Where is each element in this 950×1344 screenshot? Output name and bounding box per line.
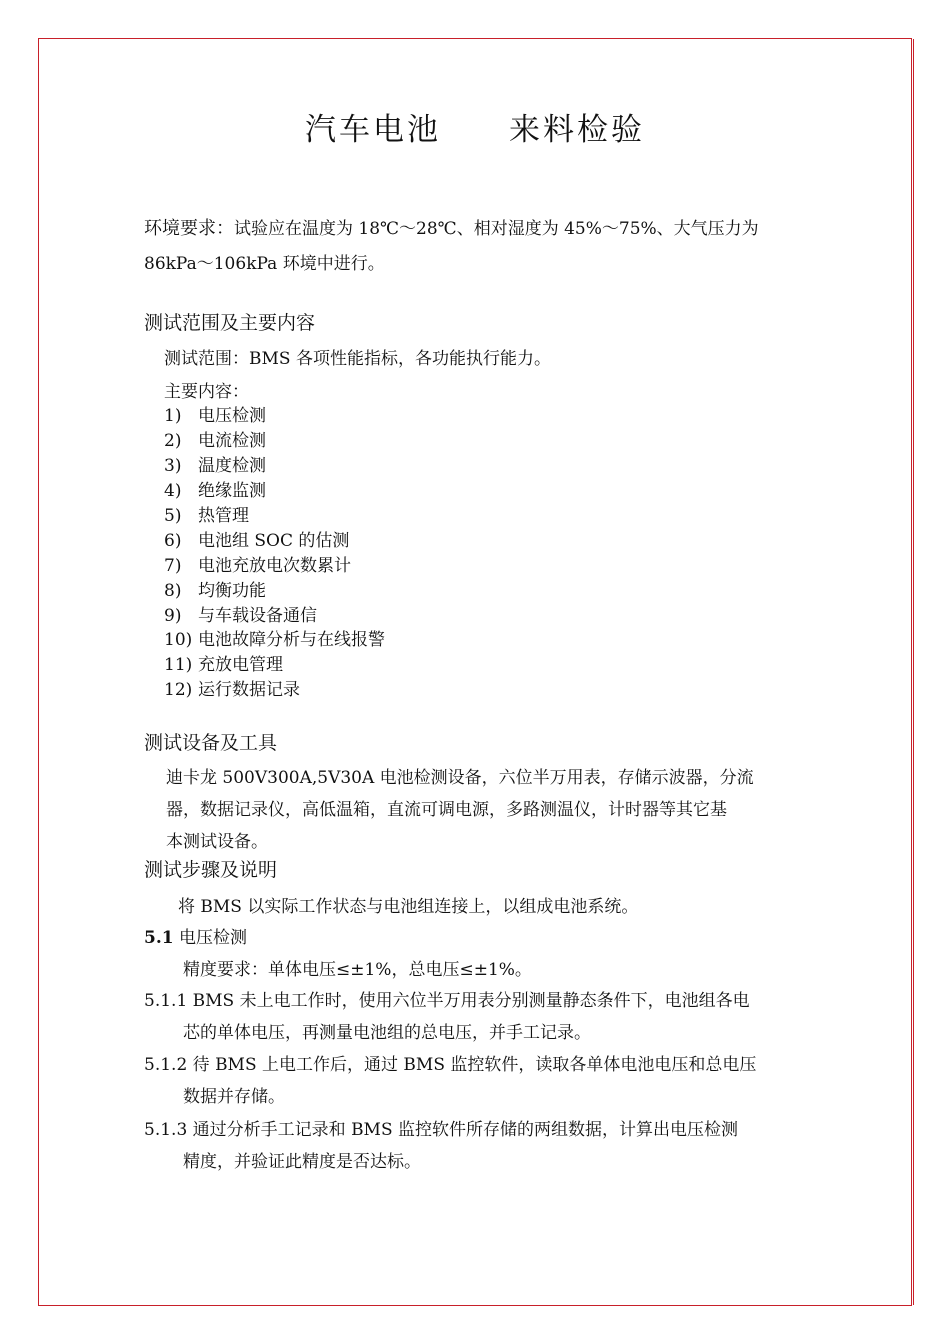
- step-5-1-1-line1: 5.1.1 BMS 未上电工作时，使用六位半万用表分别测量静态条件下，电池组各电: [144, 991, 750, 1011]
- list-item: 10) 电池故障分析与在线报警: [164, 630, 385, 650]
- env-heading: 环境要求：: [144, 218, 234, 239]
- env-text-2: 86kPa～106kPa 环境中进行。: [144, 254, 385, 274]
- equipment-text-1: 迪卡龙 500V300A,5V30A 电池检测设备，六位半万用表，存储示波器，分流: [166, 768, 754, 788]
- equipment-text-3: 本测试设备。: [166, 832, 268, 852]
- list-item: 3) 温度检测: [164, 456, 266, 476]
- list-item: 12) 运行数据记录: [164, 680, 300, 700]
- section-5-1-title: 5.1 电压检测: [144, 928, 247, 948]
- list-item: 4) 绝缘监测: [164, 481, 266, 501]
- env-text-1: 试验应在温度为 18℃～28℃、相对湿度为 45%～75%、大气压力为: [234, 219, 759, 239]
- list-item: 9) 与车载设备通信: [164, 606, 317, 626]
- scope-range: 测试范围：BMS 各项性能指标，各功能执行能力。: [164, 349, 551, 369]
- list-item: 11) 充放电管理: [164, 655, 283, 675]
- precision-requirement: 精度要求：单体电压≤±1%，总电压≤±1%。: [183, 960, 532, 980]
- list-item: 7) 电池充放电次数累计: [164, 556, 351, 576]
- scope-main-label: 主要内容：: [164, 382, 249, 402]
- document-title: 汽车电池 来料检验: [305, 112, 645, 148]
- list-item: 6) 电池组 SOC 的估测: [164, 531, 350, 551]
- step-5-1-3-line2: 精度，并验证此精度是否达标。: [183, 1152, 421, 1172]
- list-item: 5) 热管理: [164, 506, 249, 526]
- scope-heading: 测试范围及主要内容: [144, 312, 316, 334]
- step-5-1-3-line1: 5.1.3 通过分析手工记录和 BMS 监控软件所存储的两组数据，计算出电压检测: [144, 1120, 739, 1140]
- env-requirement-line1: [144, 220, 759, 238]
- steps-intro: 将 BMS 以实际工作状态与电池组连接上，以组成电池系统。: [178, 897, 639, 917]
- equipment-text-2: 器，数据记录仪，高低温箱，直流可调电源，多路测温仪，计时器等其它基: [166, 800, 727, 820]
- step-5-1-2-line2: 数据并存储。: [183, 1087, 285, 1107]
- list-item: 8) 均衡功能: [164, 581, 266, 601]
- step-5-1-2-line1: 5.1.2 待 BMS 上电工作后，通过 BMS 监控软件，读取各单体电池电压和总电压: [144, 1055, 757, 1075]
- list-item: 1) 电压检测: [164, 406, 266, 426]
- list-item: 2) 电流检测: [164, 431, 266, 451]
- equipment-heading: 测试设备及工具: [144, 732, 278, 754]
- step-5-1-1-line2: 芯的单体电压，再测量电池组的总电压，并手工记录。: [183, 1023, 591, 1043]
- steps-heading: 测试步骤及说明: [144, 859, 278, 881]
